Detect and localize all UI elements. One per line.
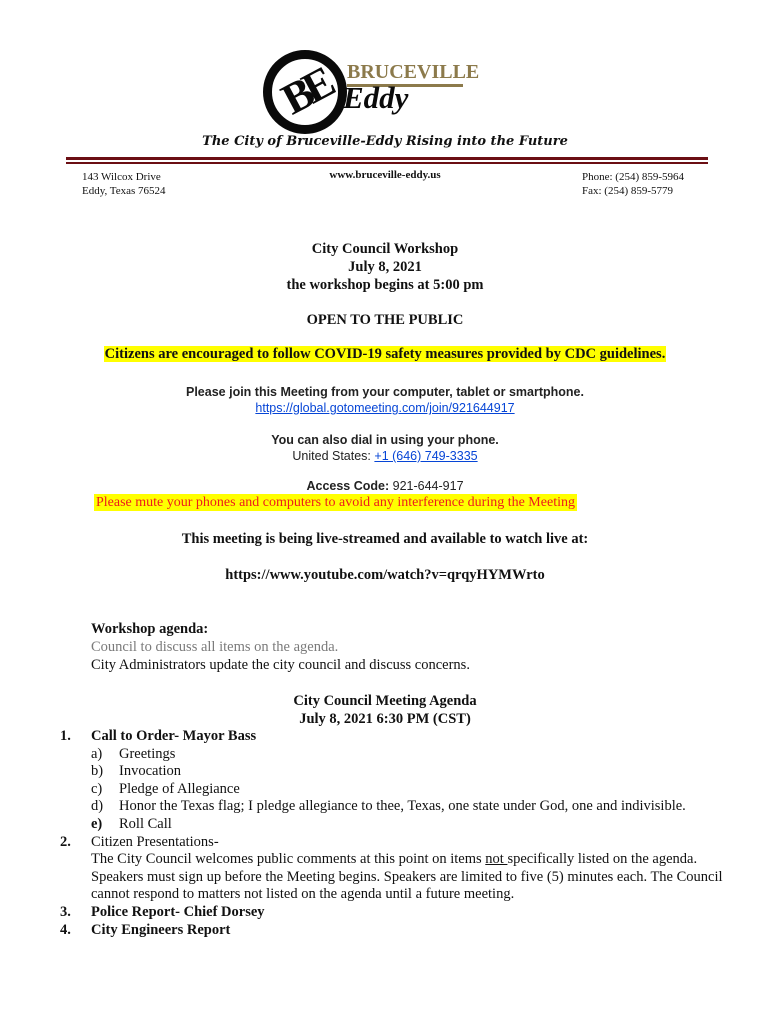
agenda-item-citizen-presentations [60, 834, 740, 904]
meeting-agenda-title: City Council Meeting Agenda [293, 693, 477, 709]
body-text: The City Council welcomes public comments at this point on items [91, 851, 486, 868]
agenda-item-engineers-report [60, 922, 740, 940]
agenda-subitem [91, 746, 740, 764]
subitem-text: Roll Call [119, 815, 172, 832]
phone-number: Phone: (254) 859-5964 [582, 171, 685, 183]
subitem-text: Honor the Texas flag; I pledge allegiance to thee, Texas, one state under God, one and indivisible. [119, 798, 686, 815]
mute-notice: Please mute your phones and computers to avoid any interference during the Meeting [96, 495, 575, 510]
subitem-letter: d) [91, 798, 104, 815]
subitem-text: Greetings [119, 745, 176, 762]
join-instructions: Please join this Meeting from your computer, tablet or smartphone. [186, 385, 584, 399]
livestream-notice: This meeting is being live-streamed and available to watch live at: [181, 531, 589, 547]
body-text: specifically listed on the agenda. Speakers must sign up before the Meeting begins. Speakers are limited to five (5) minutes each. The Council cannot respond to matters not listed on the agenda until a future meeting. [91, 851, 723, 903]
subitem-letter: c) [91, 780, 103, 797]
agenda-subitem [91, 798, 740, 816]
agenda-item-number: 4. [60, 921, 71, 938]
agenda-subitem [91, 816, 740, 834]
dial-in-phone-link[interactable]: +1 (646) 749-3335 [374, 449, 478, 463]
gotomeeting-link[interactable]: https://global.gotomeeting.com/join/921644917 [255, 401, 515, 415]
agenda-item-title: Call to Order- Mayor Bass [91, 728, 257, 744]
fax-number: Fax: (254) 859-5779 [582, 185, 674, 197]
dial-in-block [0, 432, 770, 464]
logo-name-top: BRUCEVILLE [347, 61, 480, 83]
workshop-agenda-heading: Workshop agenda: [91, 621, 209, 637]
agenda-item-body [91, 851, 740, 904]
agenda-subitem [91, 781, 740, 799]
address-street: 143 Wilcox Drive [82, 171, 161, 183]
logo-name-bottom: Eddy [343, 80, 409, 115]
youtube-link[interactable]: https://www.youtube.com/watch?v=qrqyHYMWrto [225, 567, 545, 583]
join-online-block [0, 384, 770, 416]
subitem-text: Pledge of Allegiance [119, 780, 240, 797]
agenda-item-police-report [60, 904, 740, 922]
meeting-agenda-list [60, 728, 740, 939]
workshop-start-time: the workshop begins at 5:00 pm [286, 277, 484, 293]
country-label: United States: [292, 449, 375, 463]
logo-monogram: BE [273, 58, 338, 125]
agenda-item-number: 3. [60, 903, 71, 920]
open-to-public-notice: OPEN TO THE PUBLIC [306, 312, 464, 328]
workshop-title: City Council Workshop [311, 241, 459, 257]
workshop-agenda-line-2: City Administrators update the city council and discuss concerns. [91, 657, 470, 673]
dial-in-instructions: You can also dial in using your phone. [271, 433, 499, 447]
meeting-agenda-header [0, 692, 770, 728]
header-divider-thick [66, 157, 708, 160]
agenda-item-call-to-order [60, 728, 740, 834]
covid-notice: Citizens are encouraged to follow COVID-19 safety measures provided by CDC guidelines. [104, 346, 666, 362]
workshop-agenda [91, 620, 470, 674]
workshop-date: July 8, 2021 [348, 259, 422, 275]
city-logo [263, 50, 480, 134]
meeting-agenda-datetime: July 8, 2021 6:30 PM (CST) [299, 711, 471, 727]
dial-in-number-row [0, 448, 770, 464]
agenda-item-title: City Engineers Report [91, 921, 231, 938]
agenda-item-title: Citizen Presentations- [91, 833, 219, 850]
agenda-item-number: 2. [60, 833, 71, 850]
subitem-letter: a) [91, 745, 103, 762]
agenda-item-number: 1. [60, 728, 71, 744]
workshop-title-block [0, 240, 770, 294]
access-code-label: Access Code: [306, 479, 390, 493]
subitem-text: Invocation [119, 763, 182, 780]
city-tagline: The City of Bruceville-Eddy Rising into the Future [202, 134, 568, 149]
body-emphasis: not [485, 851, 508, 868]
covid-notice-row [0, 346, 770, 363]
subitem-letter: e) [91, 815, 103, 832]
workshop-agenda-line-1: Council to discuss all items on the agenda. [91, 639, 339, 655]
address-city: Eddy, Texas 76524 [82, 185, 166, 197]
agenda-subitem [91, 763, 740, 781]
subitem-letter: b) [91, 763, 104, 780]
contact-block [582, 170, 684, 198]
agenda-item-title: Police Report- Chief Dorsey [91, 903, 265, 920]
access-code-row [0, 479, 770, 493]
access-code-value: 921-644-917 [389, 479, 464, 493]
website-link[interactable]: www.bruceville-eddy.us [329, 169, 441, 181]
header-divider-thin [66, 162, 708, 164]
